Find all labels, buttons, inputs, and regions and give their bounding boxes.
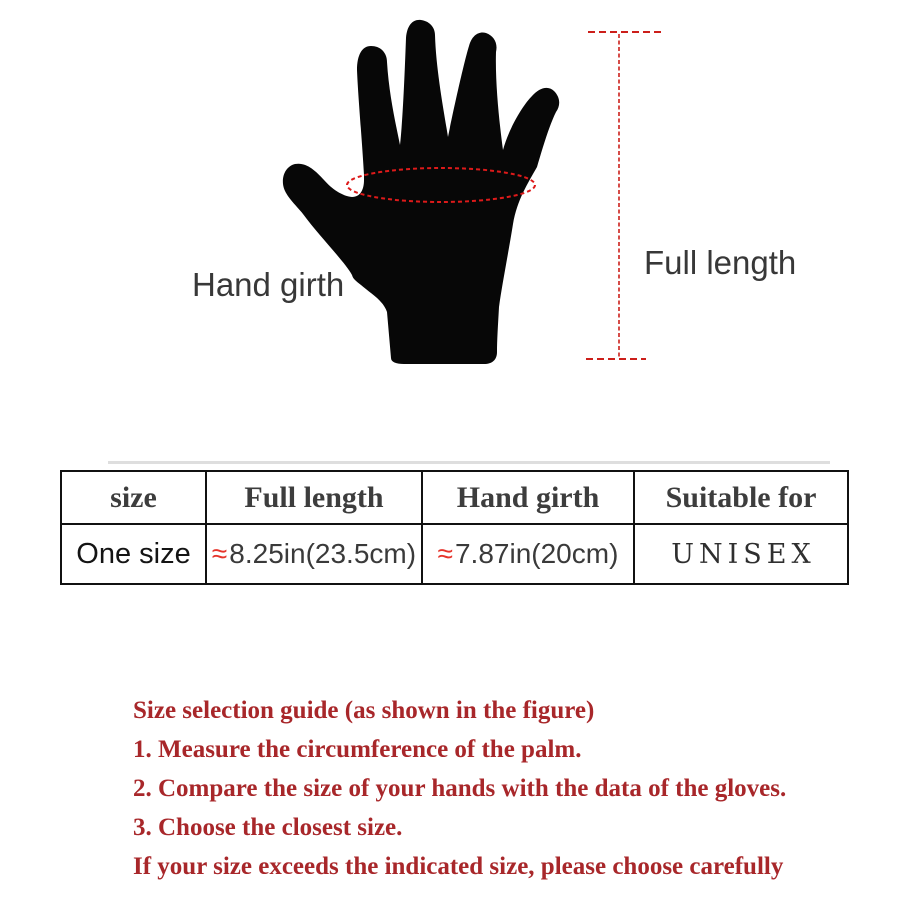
guide-note: If your size exceeds the indicated size, please choose carefully xyxy=(133,853,784,880)
column-header-size: size xyxy=(62,472,207,525)
full-length-label: Full length xyxy=(644,244,797,281)
hand-girth-value xyxy=(423,525,635,583)
column-header-suitable-for: Suitable for xyxy=(635,472,847,525)
size-value: One size xyxy=(62,525,207,583)
guide-step-2: 2. Compare the size of your hands with the data of the gloves. xyxy=(133,775,787,802)
guide-title: Size selection guide (as shown in the figure) xyxy=(133,697,595,724)
table-top-shadow xyxy=(108,461,830,464)
hand-silhouette-icon xyxy=(283,20,559,364)
column-header-full-length: Full length xyxy=(207,472,423,525)
approx-symbol: ≈ xyxy=(437,538,453,569)
size-table xyxy=(60,470,849,585)
guide-step-1: 1. Measure the circumference of the palm. xyxy=(133,736,582,763)
approx-symbol: ≈ xyxy=(211,538,228,569)
hand-girth-measurement: 7.87in(20cm) xyxy=(454,538,619,569)
hand-girth-label: Hand girth xyxy=(192,266,345,303)
size-selection-guide xyxy=(133,691,786,886)
full-length-value xyxy=(207,525,423,583)
column-header-hand-girth: Hand girth xyxy=(423,472,635,525)
guide-step-3: 3. Choose the closest size. xyxy=(133,814,403,841)
suitable-for-value: UNISEX xyxy=(671,538,816,570)
full-length-measurement: 8.25in(23.5cm) xyxy=(229,538,417,569)
